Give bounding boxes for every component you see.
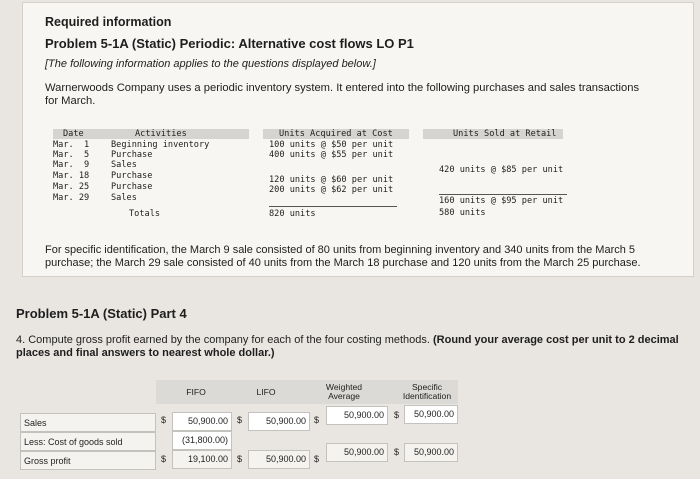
gross-profit-table [20, 380, 458, 468]
ledger-header-acquired: Units Acquired at Cost [279, 129, 393, 139]
column-header-lifo: LIFO [256, 386, 276, 397]
gross-profit-weighted-average-value: 50,900.00 [326, 443, 388, 462]
row-label-cost-of-goods-sold: Less: Cost of goods sold [20, 432, 156, 451]
sales-lifo-input[interactable]: 50,900.00 [248, 412, 310, 431]
gross-profit-specific-identification-value: 50,900.00 [404, 443, 458, 462]
ledger-total-sold: 580 units [439, 208, 486, 218]
column-header-fifo: FIFO [186, 386, 206, 397]
transactions-ledger [53, 129, 573, 221]
sales-fifo-input[interactable]: 50,900.00 [172, 412, 232, 431]
column-header-weighted-average: Weighted Average [325, 382, 363, 401]
gross-profit-fifo-value: 19,100.00 [172, 450, 232, 469]
currency-symbol: $ [237, 454, 243, 464]
currency-symbol: $ [161, 415, 167, 425]
ledger-row-activity: Purchase [111, 150, 153, 160]
question-plain: 4. Compute gross profit earned by the company for each of the four costing methods. [16, 334, 434, 346]
ledger-row-date: Mar. 1 [53, 140, 90, 150]
ledger-row-date: Mar. 25 [53, 182, 90, 192]
problem-note: [The following information applies to the questions displayed below.] [45, 58, 376, 70]
sales-weighted-average-input[interactable]: 50,900.00 [326, 406, 388, 425]
ledger-totals-label: Totals [129, 209, 161, 219]
ledger-row-acquired: 200 units @ $62 per unit [269, 185, 394, 195]
required-information-heading: Required information [45, 15, 172, 29]
ledger-row-activity: Sales [111, 193, 137, 203]
column-header-specific-identification: Specific Identification [402, 382, 452, 401]
currency-symbol: $ [314, 454, 320, 464]
ledger-row-sold: 160 units @ $95 per unit [439, 196, 564, 206]
ledger-row-acquired: 120 units @ $60 per unit [269, 175, 394, 185]
ledger-row-date: Mar. 18 [53, 171, 90, 181]
question-rounding-instruction: (Round your average cost per unit to 2 decimal places and final answers to nearest whole dollar.) [16, 334, 679, 359]
gross-profit-lifo-value: 50,900.00 [248, 450, 310, 469]
ledger-header-date: Date [63, 129, 84, 139]
currency-symbol: $ [161, 454, 167, 464]
ledger-row-activity: Purchase [111, 171, 153, 181]
ledger-row-activity: Purchase [111, 182, 153, 192]
specific-identification-note: For specific identification, the March 9 sale consisted of 80 units from beginning inventory and 340 units from the March 5 purchase; the March 29 sale consisted of 40 units from the March 18 purchase and 120 units from the March 25 purchase. [45, 244, 641, 269]
currency-symbol: $ [394, 447, 400, 457]
problem-title: Problem 5-1A (Static) Periodic: Alternative cost flows LO P1 [45, 36, 414, 51]
sales-specific-identification-input[interactable]: 50,900.00 [404, 405, 458, 424]
ledger-row-date: Mar. 5 [53, 150, 90, 160]
currency-symbol: $ [237, 415, 243, 425]
ledger-row-acquired: 100 units @ $50 per unit [269, 140, 394, 150]
ledger-header-activities: Activities [135, 129, 187, 139]
ledger-row-acquired: 400 units @ $55 per unit [269, 150, 394, 160]
cogs-fifo-input[interactable]: (31,800.00) [172, 431, 232, 450]
intro-text: Warnerwoods Company uses a periodic inventory system. It entered into the following purchases and sales transactions for March. [45, 82, 640, 107]
part-title: Problem 5-1A (Static) Part 4 [16, 306, 187, 321]
ledger-row-activity: Beginning inventory [111, 140, 210, 150]
ledger-total-acquired: 820 units [269, 209, 316, 219]
ledger-header-sold: Units Sold at Retail [453, 129, 557, 139]
currency-symbol: $ [314, 415, 320, 425]
question-text [16, 334, 686, 360]
ledger-row-date: Mar. 9 [53, 160, 90, 170]
information-card [22, 2, 694, 277]
row-label-sales: Sales [20, 413, 156, 432]
ledger-row-sold: 420 units @ $85 per unit [439, 165, 564, 175]
row-label-gross-profit: Gross profit [20, 451, 156, 470]
currency-symbol: $ [394, 410, 400, 420]
ledger-row-activity: Sales [111, 160, 137, 170]
ledger-row-date: Mar. 29 [53, 193, 90, 203]
